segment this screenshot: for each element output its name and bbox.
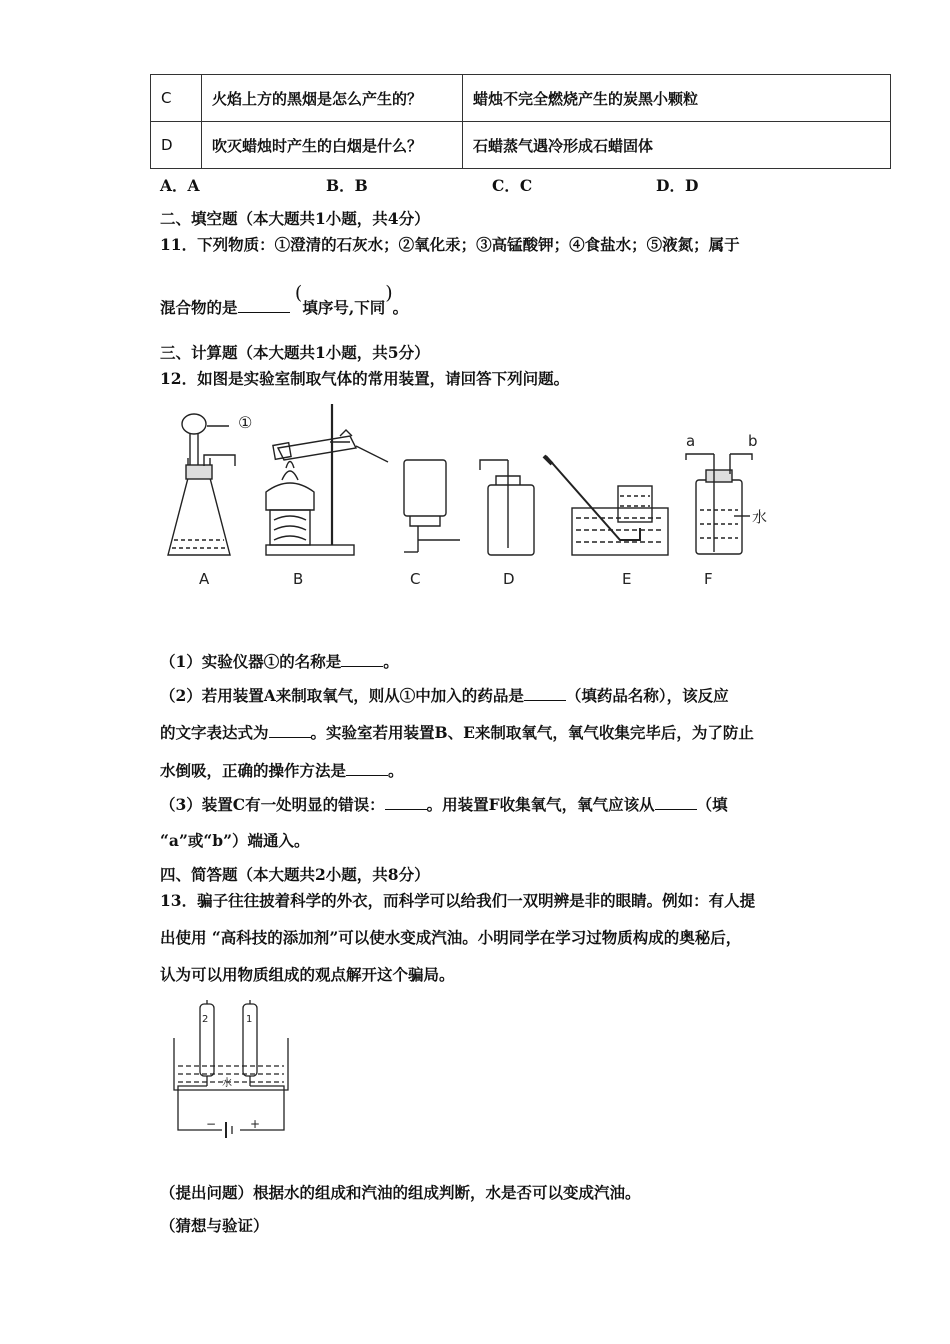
paren-open: ( <box>294 282 303 304</box>
q12-part-3-line: “a”或“b”）端通入。 <box>160 831 310 850</box>
answer-blank[interactable] <box>238 298 290 313</box>
q12-part-2-line <box>160 759 404 781</box>
apparatus-label-a: A <box>199 570 210 588</box>
answer-blank[interactable] <box>346 761 388 776</box>
q12-part-2-text: 水倒吸，正确的操作方法是 <box>160 761 347 780</box>
answer-blank[interactable] <box>385 795 427 810</box>
question-11-line <box>160 282 409 318</box>
apparatus-label-e: E <box>622 570 632 588</box>
question-13-line: 13．骗子往往披着科学的外衣，而科学可以给我们一双明辨是非的眼睛。例如：有人提 <box>160 891 756 910</box>
q12-part-2-line <box>160 721 754 743</box>
water-label: 水 <box>222 1078 232 1089</box>
row-question: 火焰上方的黑烟是怎么产生的？ <box>202 75 463 122</box>
q12-part-2-text: （2）若用装置A来制取氧气，则从①中加入的药品是 <box>160 686 524 705</box>
q12-part-2-text: 的文字表达式为 <box>160 723 269 742</box>
choice-d: D．D <box>656 176 699 195</box>
apparatus-f-drawing <box>686 454 752 554</box>
options-table <box>150 74 891 169</box>
answer-blank[interactable] <box>524 686 566 701</box>
q12-part-2-end: 。 <box>388 761 404 780</box>
apparatus-d-drawing <box>480 460 534 555</box>
q12-part-3-text: 。用装置F收集氧气，氧气应该从 <box>426 795 655 814</box>
q11-prefix: 混合物的是 <box>160 298 238 317</box>
answer-blank[interactable] <box>269 723 311 738</box>
apparatus-label-b: B <box>293 570 304 588</box>
row-answer: 蜡烛不完全燃烧产生的炭黑小颗粒 <box>463 75 891 122</box>
row-letter: C <box>151 75 202 122</box>
apparatus-b-drawing <box>266 404 388 555</box>
row-question: 吹灭蜡烛时产生的白烟是什么？ <box>202 122 463 169</box>
question-12-intro: 12．如图是实验室制取气体的常用装置，请回答下列问题。 <box>160 369 570 388</box>
apparatus-label-f: F <box>704 570 713 588</box>
section-heading: 四、简答题（本大题共2小题，共8分） <box>160 865 430 884</box>
row-letter: D <box>151 122 202 169</box>
q12-part-3-text: （填 <box>696 795 728 814</box>
apparatus-label-d: D <box>503 570 515 588</box>
port-b-label: b <box>748 432 758 450</box>
q12-part-3-text: （3）装置C有一处明显的错误： <box>160 795 385 814</box>
q12-part-2-text: （填药品名称），该反应 <box>565 686 729 705</box>
question-13-line: 出使用 “高科技的添加剂”可以使水变成汽油。小明同学在学习过物质构成的奥秘后， <box>160 928 742 947</box>
q12-part-2-line <box>160 684 729 706</box>
q11-note: 填序号,下同 <box>302 298 386 317</box>
plus-label: + <box>250 1117 261 1131</box>
section-heading: 二、填空题（本大题共1小题，共4分） <box>160 209 430 228</box>
apparatus-label-c: C <box>410 570 421 588</box>
apparatus-c-drawing <box>404 460 460 552</box>
table-row <box>151 75 891 122</box>
q12-part-2-text: 。实验室若用装置B、E来制取氧气，氧气收集完毕后，为了防止 <box>310 723 754 742</box>
minus-label: − <box>206 1117 217 1131</box>
section-heading: 三、计算题（本大题共1小题，共5分） <box>160 343 430 362</box>
q12-part-1-text: （1）实验仪器①的名称是 <box>160 652 342 671</box>
water-label: 水 <box>752 508 768 526</box>
choice-b: B．B <box>326 176 368 195</box>
question-13-line: 认为可以用物质组成的观点解开这个骗局。 <box>160 965 455 984</box>
paren-close: ) <box>385 282 393 304</box>
tube-left-label: 2 <box>202 1014 209 1025</box>
marker-1-label: ① <box>238 413 253 432</box>
row-answer: 石蜡蒸气遇冷形成石蜡固体 <box>463 122 891 169</box>
table-row <box>151 122 891 169</box>
choice-a: A．A <box>160 176 200 195</box>
answer-blank[interactable] <box>341 652 383 667</box>
electrolysis-figure <box>160 992 300 1142</box>
q13-question: （提出问题）根据水的组成和汽油的组成判断，水是否可以变成汽油。 <box>160 1183 641 1202</box>
choice-c: C．C <box>492 176 533 195</box>
question-11-line: 11．下列物质：①澄清的石灰水；②氧化汞；③高锰酸钾；④食盐水；⑤液氮；属于 <box>160 235 740 254</box>
port-a-label: a <box>686 432 696 450</box>
q12-part-3-line <box>160 793 728 815</box>
q11-end: 。 <box>392 298 409 317</box>
q13-hypothesis: （猜想与验证） <box>160 1216 269 1235</box>
apparatus-a-drawing <box>168 414 235 555</box>
apparatus-e-drawing <box>544 456 668 555</box>
answer-blank[interactable] <box>655 795 697 810</box>
q12-part-1 <box>160 650 399 672</box>
apparatus-figure <box>150 398 790 598</box>
q12-part-1-end: 。 <box>383 652 399 671</box>
tube-right-label: 1 <box>246 1014 253 1025</box>
